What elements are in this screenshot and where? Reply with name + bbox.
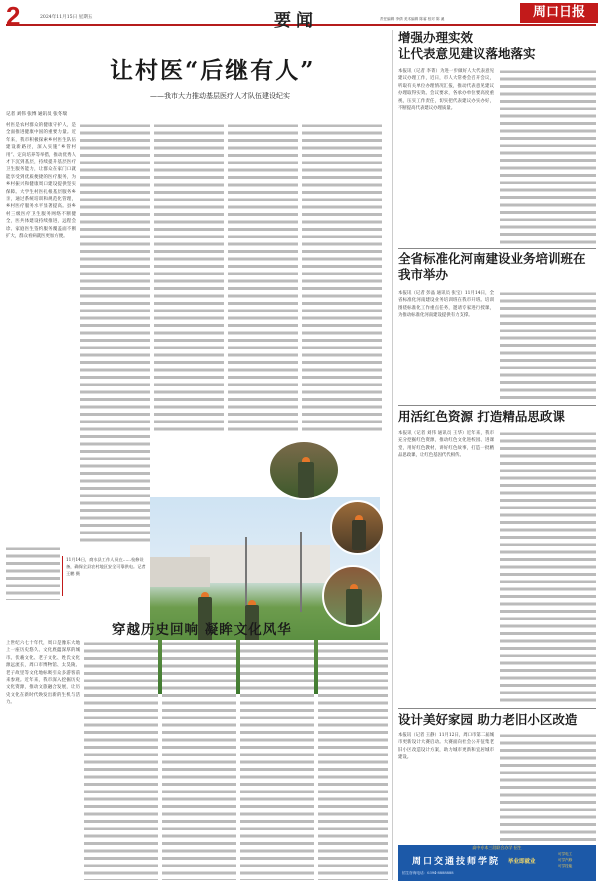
column-divider <box>392 30 393 880</box>
page-number: 2 <box>6 1 21 31</box>
inset-photo-worker-3 <box>322 565 384 627</box>
culture-headline: 穿越历史回响 凝眸文化风华 <box>112 622 292 638</box>
ad-tagline: 毕业即就业 <box>508 859 536 865</box>
masthead <box>6 1 596 31</box>
lead-body-column-6 <box>6 545 60 600</box>
editor-credits: 责任编辑 李倩 美术编辑 陈睿 校对 陈 溪 <box>380 17 445 21</box>
standardization-headline: 全省标准化河南建设业务培训班在我市举办 <box>398 251 586 282</box>
newspaper-logo: 周口日报 <box>520 3 598 23</box>
photo-caption: 11月14日，商水县工作人员在……检修设备，确保全县农村地区安全可靠供电。记者 王鹏 摄 <box>62 556 148 596</box>
inset-photo-worker-1 <box>268 440 340 500</box>
standardization-body-1: 本报讯（记者 彭晶 通讯员 张宝）11月14日，全省标准化河南建设业务培训班在我市开班。培训围绕标准化工作重点任务，邀请专家进行授课，为推动标准化河南建设提供有力支撑。 <box>398 291 494 319</box>
culture-body-column-1: 上世纪六七十年代，周口是豫东大地上一座历史悠久、文化底蕴深厚的城市。伏羲文化、老子文化、姓氏文化源远流长，周口市博物馆、太昊陵、老子故里等文化地标吸引众多游客前来参观。近年来，我市深入挖掘历史文化资源，推动文旅融合发展，让历史文化在新时代焕发出新的生机与活力。 <box>6 641 80 706</box>
lead-body-column-5 <box>302 122 382 432</box>
ad-top-line: 高中专本三段联合办学 招生 <box>472 845 522 850</box>
culture-body-column-2 <box>84 640 158 880</box>
rep-suggestions-headline: 增强办理实效 让代表意见建议落地落实 <box>398 30 536 61</box>
standardization-body-2 <box>500 290 596 402</box>
ad-features: 可学电工 可学汽修 可学技能 <box>558 852 573 868</box>
red-resources-body-2 <box>500 430 596 705</box>
red-resources-headline: 用活红色资源 打造精品思政课 <box>398 409 565 424</box>
inset-photo-worker-2 <box>330 500 385 555</box>
lead-body-column-2 <box>80 122 150 542</box>
lead-body-column-1: 村医是农村群众的健康守护人，是全面推进健康中国的重要力量。近年来，我市积极探索乡村医生队伍建设新路径，深入实施“乡管村用”、定向培养等举措，推动优秀人才下沉到基层，持续提升基层医疗卫生服务能力，让群众在家门口就能享受到优质便捷的医疗服务，为乡村振兴和健康周口建设提供坚实保障。大学生村医扎根基层服务乡亲，通过系统培训和规范化管理，乡村医疗服务水平显著提高。县乡村三级医疗卫生服务网络不断健全，医共体建设持续推进，远程会诊、家庭医生签约服务覆盖面不断扩大，群众看病就医更加方便。 <box>6 123 76 240</box>
lead-headline: 让村医“后继有人” <box>110 57 316 84</box>
section-title: 要闻 <box>274 11 318 31</box>
lead-body-column-3 <box>154 122 224 432</box>
ad-school-name: 周口交通技师学院 <box>412 857 501 867</box>
culture-body-column-5 <box>318 640 388 880</box>
community-renovation-body-2 <box>500 732 596 842</box>
rep-suggestions-body-1: 本报讯（记者 李菁）为进一步做好人大代表意见建议办理工作，近日，市人大常委会召开会议，听取有关单位办理情况汇报，推动代表意见建议办理取得实效。会议要求，各承办单位要高度重视，压实工作责任，切实把代表建议办实办好，不断提高代表建议办理质量。 <box>398 69 494 112</box>
issue-date: 2024年11月15日 星期五 <box>40 15 93 20</box>
culture-body-column-3 <box>162 640 236 880</box>
red-resources-body-1: 本报讯（记者 刘伟 通讯员 王华）近年来，我市充分挖掘红色资源，推动红色文化进校园、进课堂，用好红色教材，讲好红色故事，打造一批精品思政课，让红色基因代代相传。 <box>398 431 494 459</box>
community-renovation-headline: 设计美好家园 助力老旧小区改造 <box>398 712 578 727</box>
culture-body-column-4 <box>240 640 314 880</box>
lead-subheadline: ——我市大力推动基层医疗人才队伍建设纪实 <box>150 92 290 100</box>
school-advertisement <box>398 845 596 881</box>
rep-suggestions-body-2 <box>500 68 596 244</box>
ad-phone: 招生咨询电话：0394-8888888 <box>402 871 454 875</box>
community-renovation-body-1: 本报讯（记者 王静）11月12日，周口市第二届城市更新设计大赛启动。大赛面向社会公开征集老旧小区改造设计方案，助力城市更新和宜居城市建设。 <box>398 733 494 761</box>
lead-byline: 记者 刘伟 张博 通讯员 张冬瑞 <box>6 112 67 117</box>
lead-body-column-4 <box>228 122 298 432</box>
